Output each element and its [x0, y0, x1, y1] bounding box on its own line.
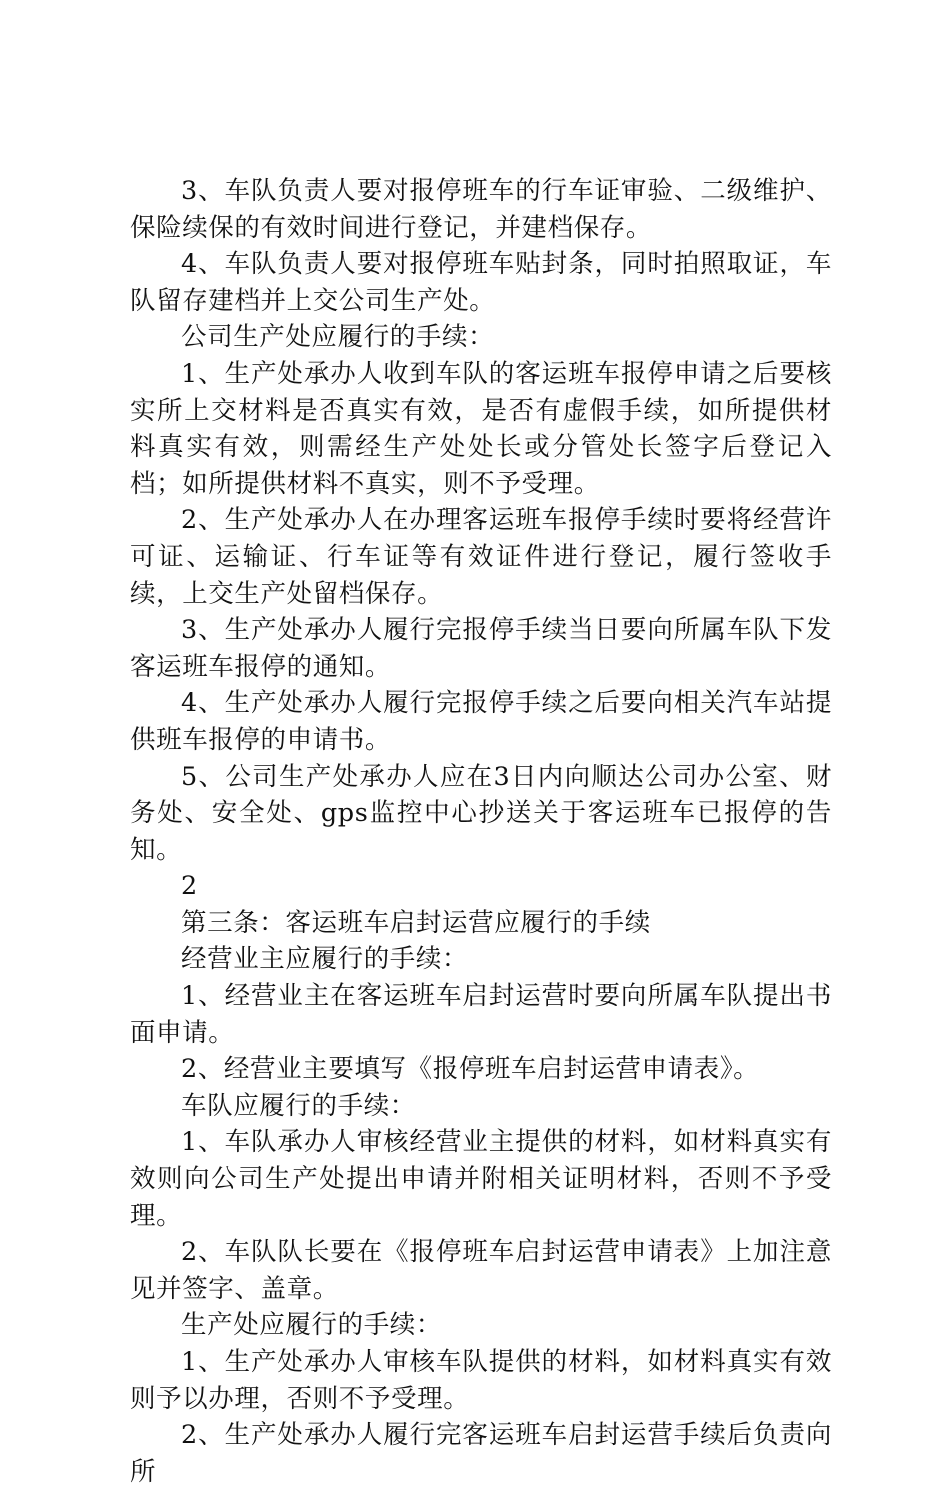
section-heading-production-dept: 公司生产处应履行的手续：: [181, 322, 495, 353]
paragraph-fleet-registration: 3、车队负责人要对报停班车的行车证审验、二级维护、保险续保的有效时间进行登记，并建档保存。: [130, 176, 832, 243]
paragraph-production-complete: 2、生产处承办人履行完客运班车启封运营手续后负责向所: [130, 1420, 832, 1487]
paragraph-production-register: 2、生产处承办人在办理客运班车报停手续时要将经营许可证、运输证、行车证等有效证件进行登记，履行签收手续，上交生产处留档保存。: [130, 505, 832, 609]
article-heading-article-3: 第三条：客运班车启封运营应履行的手续: [181, 907, 651, 938]
paragraph-production-review: 1、生产处承办人审核车队提供的材料，如材料真实有效则予以办理，否则不予受理。: [130, 1347, 832, 1414]
paragraph-operator-apply: 1、经营业主在客运班车启封运营时要向所属车队提出书面申请。: [130, 981, 832, 1048]
paragraph-production-verify: 1、生产处承办人收到车队的客运班车报停申请之后要核实所上交材料是否真实有效，是否有虚假手续，如所提供材料真实有效，则需经生产处处长或分管处长签字后登记入档；如所提供材料不真实，则不予受理。: [130, 358, 832, 499]
page-number: 2: [181, 871, 198, 902]
paragraph-production-notify-station: 4、生产处承办人履行完报停手续之后要向相关汽车站提供班车报停的申请书。: [130, 688, 832, 755]
paragraph-production-cc: 5、公司生产处承办人应在3日内向顺达公司办公室、财务处、安全处、gps监控中心抄送关于客运班车已报停的告知。: [130, 761, 832, 865]
paragraph-operator-form: 2、经营业主要填写《报停班车启封运营申请表》。: [181, 1054, 760, 1085]
section-heading-operator: 经营业主应履行的手续：: [181, 944, 469, 975]
section-heading-production: 生产处应履行的手续：: [181, 1310, 443, 1341]
section-heading-fleet: 车队应履行的手续：: [181, 1090, 416, 1121]
paragraph-fleet-review: 1、车队承办人审核经营业主提供的材料，如材料真实有效则向公司生产处提出申请并附相关证明材料，否则不予受理。: [130, 1127, 832, 1231]
paragraph-fleet-seal: 4、车队负责人要对报停班车贴封条，同时拍照取证，车队留存建档并上交公司生产处。: [130, 249, 832, 316]
document-body: [130, 173, 832, 1490]
paragraph-fleet-sign: 2、车队队长要在《报停班车启封运营申请表》上加注意见并签字、盖章。: [130, 1237, 832, 1304]
paragraph-production-notify-fleet: 3、生产处承办人履行完报停手续当日要向所属车队下发客运班车报停的通知。: [130, 615, 832, 682]
